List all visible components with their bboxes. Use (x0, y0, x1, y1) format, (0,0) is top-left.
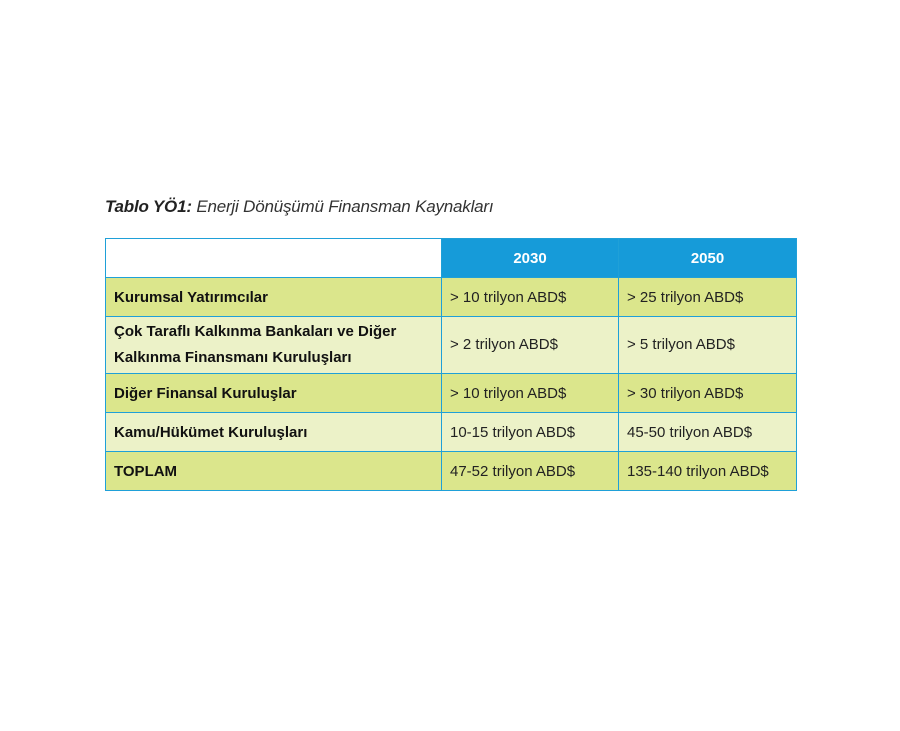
cell-2030: > 10 trilyon ABD$ (442, 374, 619, 413)
table-header-row (106, 239, 797, 278)
header-2030: 2030 (442, 239, 619, 278)
row-label: Kamu/Hükümet Kuruluşları (106, 413, 442, 452)
cell-2050: > 30 trilyon ABD$ (619, 374, 797, 413)
row-label: Diğer Finansal Kuruluşlar (106, 374, 442, 413)
row-label: Çok Taraflı Kalkınma Bankaları ve Diğer Kalkınma Finansmanı Kuruluşları (106, 317, 442, 374)
table-caption (105, 197, 493, 217)
cell-2030: 10-15 trilyon ABD$ (442, 413, 619, 452)
cell-2050: 45-50 trilyon ABD$ (619, 413, 797, 452)
cell-2050: > 5 trilyon ABD$ (619, 317, 797, 374)
cell-2050: > 25 trilyon ABD$ (619, 278, 797, 317)
financing-sources-table (105, 238, 797, 491)
cell-2050: 135-140 trilyon ABD$ (619, 452, 797, 491)
row-label: TOPLAM (106, 452, 442, 491)
caption-title: Enerji Dönüşümü Finansman Kaynakları (196, 197, 494, 216)
table-row (106, 413, 797, 452)
caption-label: Tablo YÖ1: (105, 197, 192, 216)
table-row (106, 374, 797, 413)
table-row (106, 317, 797, 374)
cell-2030: > 2 trilyon ABD$ (442, 317, 619, 374)
header-empty-cell (106, 239, 442, 278)
table-total-row (106, 452, 797, 491)
header-2050: 2050 (619, 239, 797, 278)
cell-2030: > 10 trilyon ABD$ (442, 278, 619, 317)
cell-2030: 47-52 trilyon ABD$ (442, 452, 619, 491)
row-label: Kurumsal Yatırımcılar (106, 278, 442, 317)
table-row (106, 278, 797, 317)
